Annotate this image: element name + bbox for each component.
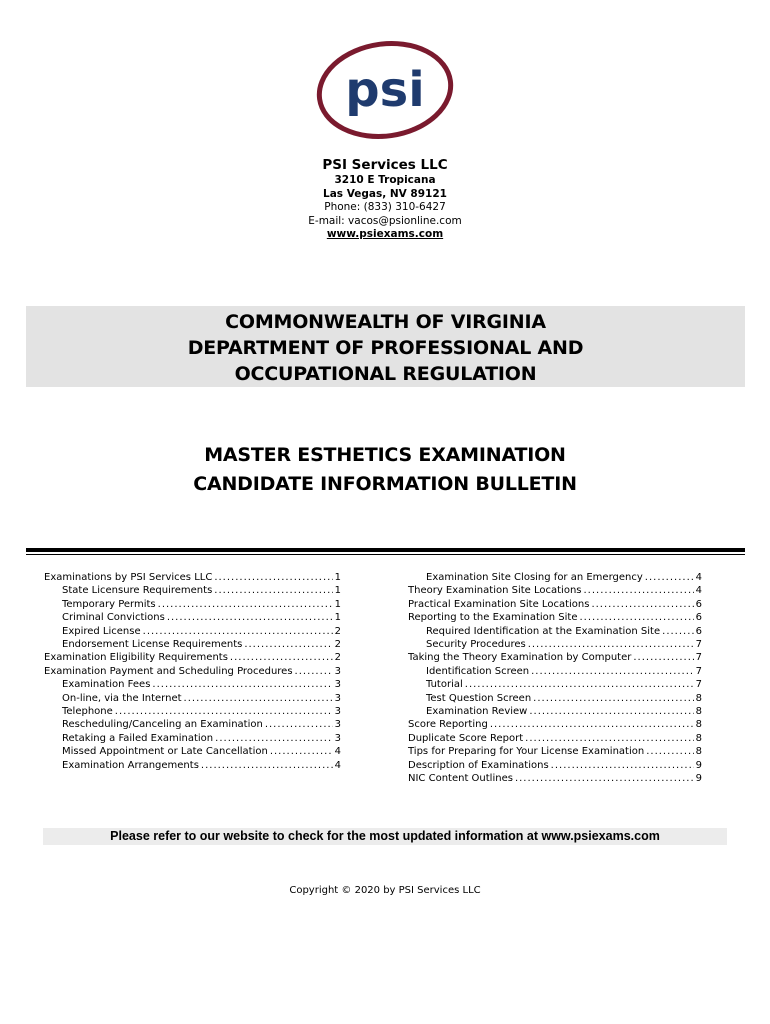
toc-entry-label: Rescheduling/Canceling an Examination <box>62 719 263 731</box>
logo-text: psi <box>345 62 425 118</box>
toc-leader-dots <box>525 732 693 745</box>
address-line-1: 3210 E Tropicana <box>334 174 436 186</box>
toc-entry-label: Retaking a Failed Examination <box>62 732 214 744</box>
toc-entry[interactable] <box>44 732 341 745</box>
toc-entry[interactable] <box>408 678 702 691</box>
toc-entry-page: 2 <box>334 652 341 664</box>
toc-leader-dots <box>184 692 333 705</box>
toc-leader-dots <box>143 625 333 638</box>
toc-entry-page: 4 <box>334 759 341 771</box>
toc-leader-dots <box>591 598 693 611</box>
website-notice: Please refer to our website to check for the most updated information at www.psiexams.com <box>43 828 727 845</box>
toc-leader-dots <box>515 772 694 785</box>
toc-entry[interactable] <box>44 611 341 624</box>
toc-entry-label: Examination Arrangements <box>62 759 199 771</box>
toc-entry[interactable] <box>408 651 702 664</box>
email-address[interactable]: E-mail: vacos@psionline.com <box>308 214 462 227</box>
toc-leader-dots <box>584 584 694 597</box>
exam-title-line-2: CANDIDATE INFORMATION BULLETIN <box>193 473 577 495</box>
toc-entry-page: 8 <box>695 732 702 744</box>
toc-entry-page: 6 <box>695 612 702 624</box>
toc-entry-page: 3 <box>334 665 341 677</box>
toc-entry-label: Examination Fees <box>62 679 151 691</box>
toc-entry-page: 1 <box>334 612 341 624</box>
psi-logo-icon <box>316 40 454 140</box>
toc-entry[interactable] <box>44 759 341 772</box>
toc-entry[interactable] <box>408 625 702 638</box>
toc-entry-page: 8 <box>695 692 702 704</box>
toc-entry[interactable] <box>408 745 702 758</box>
toc-leader-dots <box>531 665 694 678</box>
exam-title-line-1: MASTER ESTHETICS EXAMINATION <box>204 444 566 466</box>
toc-leader-dots <box>633 651 693 664</box>
toc-entry-page: 4 <box>695 585 702 597</box>
toc-leader-dots <box>529 705 693 718</box>
toc-entry-page: 1 <box>334 585 341 597</box>
toc-entry-label: Examinations by PSI Services LLC <box>44 572 213 583</box>
toc-leader-dots <box>295 665 333 678</box>
toc-entry-page: 7 <box>695 665 702 677</box>
banner-line-3: OCCUPATIONAL REGULATION <box>234 363 537 385</box>
toc-entry-label: NIC Content Outlines <box>408 773 513 785</box>
toc-entry-page: 7 <box>695 679 702 691</box>
toc-leader-dots <box>244 638 332 651</box>
toc-entry-label: Practical Examination Site Locations <box>408 598 590 610</box>
toc-entry-label: Score Reporting <box>408 719 488 731</box>
toc-entry[interactable] <box>408 718 702 731</box>
toc-entry-label: Taking the Theory Examination by Computer <box>408 652 632 664</box>
table-of-contents-left <box>44 571 341 772</box>
toc-entry-page: 6 <box>695 598 702 610</box>
toc-entry-page: 3 <box>334 706 341 718</box>
toc-entry[interactable] <box>408 571 702 584</box>
toc-entry-label: Endorsement License Requirements <box>62 639 243 651</box>
contact-block <box>0 156 770 242</box>
banner-line-2: DEPARTMENT OF PROFESSIONAL AND <box>187 337 584 359</box>
toc-entry-page: 9 <box>695 773 702 785</box>
toc-entry-label: State Licensure Requirements <box>62 585 213 597</box>
company-name: PSI Services LLC <box>322 157 448 173</box>
toc-entry[interactable] <box>44 665 341 678</box>
toc-entry-label: Identification Screen <box>426 665 530 677</box>
toc-entry-label: Test Question Screen <box>426 692 532 704</box>
toc-leader-dots <box>167 611 333 624</box>
toc-entry[interactable] <box>408 732 702 745</box>
toc-entry-page: 7 <box>695 652 702 664</box>
toc-entry[interactable] <box>44 598 341 611</box>
toc-leader-dots <box>152 678 332 691</box>
agency-banner <box>26 306 745 387</box>
toc-entry-label: Duplicate Score Report <box>408 732 524 744</box>
psi-logo <box>316 40 454 140</box>
toc-leader-dots <box>662 625 693 638</box>
toc-entry-page: 8 <box>695 719 702 731</box>
toc-leader-dots <box>214 584 332 597</box>
toc-entry-label: Examination Site Closing for an Emergency <box>426 572 643 583</box>
toc-entry[interactable] <box>44 692 341 705</box>
toc-entry-page: 4 <box>695 572 702 583</box>
toc-entry-label: Expired License <box>62 625 141 637</box>
toc-entry[interactable] <box>44 718 341 731</box>
toc-leader-dots <box>230 651 333 664</box>
toc-entry-page: 3 <box>334 692 341 704</box>
toc-entry-label: Description of Examinations <box>408 759 549 771</box>
toc-leader-dots <box>270 745 333 758</box>
toc-entry-label: Examination Review <box>426 706 528 718</box>
toc-leader-dots <box>490 718 694 731</box>
toc-entry[interactable] <box>408 611 702 624</box>
toc-entry-label: Required Identification at the Examination Site <box>426 625 661 637</box>
toc-entry[interactable] <box>408 598 702 611</box>
toc-leader-dots <box>551 759 694 772</box>
toc-entry[interactable] <box>408 584 702 597</box>
toc-leader-dots <box>201 759 333 772</box>
toc-entry-label: Reporting to the Examination Site <box>408 612 578 624</box>
toc-entry-page: 4 <box>334 746 341 758</box>
toc-entry[interactable] <box>408 759 702 772</box>
toc-entry[interactable] <box>44 625 341 638</box>
website-link[interactable]: www.psiexams.com <box>326 228 444 240</box>
divider-thin <box>26 554 745 555</box>
toc-entry-label: Telephone <box>62 706 113 718</box>
toc-leader-dots <box>465 678 694 691</box>
toc-entry-label: Missed Appointment or Late Cancellation <box>62 746 268 758</box>
toc-entry-page: 8 <box>695 706 702 718</box>
toc-entry[interactable] <box>44 678 341 691</box>
toc-leader-dots <box>579 611 693 624</box>
toc-leader-dots <box>265 718 333 731</box>
toc-entry-label: Examination Eligibility Requirements <box>44 652 228 664</box>
toc-entry-label: Tips for Preparing for Your License Examination <box>408 746 645 758</box>
toc-leader-dots <box>215 732 332 745</box>
toc-entry-page: 2 <box>334 639 341 651</box>
toc-entry[interactable] <box>408 665 702 678</box>
phone-number: Phone: (833) 310-6427 <box>324 201 446 213</box>
toc-entry[interactable] <box>408 638 702 651</box>
toc-entry-label: Temporary Permits <box>62 598 156 610</box>
toc-entry-page: 6 <box>695 625 702 637</box>
address-line-2: Las Vegas, NV 89121 <box>323 187 447 200</box>
divider-thick <box>26 548 745 552</box>
toc-entry-page: 1 <box>334 598 341 610</box>
toc-entry-page: 1 <box>334 572 341 583</box>
toc-entry-label: On-line, via the Internet <box>62 692 182 704</box>
toc-entry[interactable] <box>408 705 702 718</box>
toc-leader-dots <box>158 598 333 611</box>
toc-entry-page: 9 <box>695 759 702 771</box>
toc-entry[interactable] <box>44 584 341 597</box>
toc-entry-label: Theory Examination Site Locations <box>408 585 582 597</box>
toc-entry-page: 8 <box>695 746 702 758</box>
toc-entry-page: 7 <box>695 639 702 651</box>
copyright: Copyright © 2020 by PSI Services LLC <box>289 885 481 896</box>
toc-entry-page: 3 <box>334 719 341 731</box>
toc-entry[interactable] <box>408 772 702 785</box>
toc-entry[interactable] <box>44 651 341 664</box>
toc-entry-page: 3 <box>334 679 341 691</box>
toc-entry[interactable] <box>44 571 341 584</box>
toc-entry-page: 3 <box>334 732 341 744</box>
table-of-contents-right <box>408 571 702 786</box>
toc-entry-label: Security Procedures <box>426 639 526 651</box>
toc-leader-dots <box>115 705 333 718</box>
exam-title <box>0 441 770 499</box>
toc-entry-label: Examination Payment and Scheduling Procedures <box>44 665 293 677</box>
toc-entry[interactable] <box>408 692 702 705</box>
toc-leader-dots <box>528 638 694 651</box>
toc-leader-dots <box>533 692 693 705</box>
toc-leader-dots <box>646 745 693 758</box>
toc-entry[interactable] <box>44 745 341 758</box>
toc-entry-label: Criminal Convictions <box>62 612 165 624</box>
toc-entry[interactable] <box>44 705 341 718</box>
banner-line-1: COMMONWEALTH OF VIRGINIA <box>225 311 546 333</box>
toc-entry[interactable] <box>44 638 341 651</box>
toc-entry-label: Tutorial <box>426 679 463 691</box>
toc-leader-dots <box>645 571 694 584</box>
toc-entry-page: 2 <box>334 625 341 637</box>
toc-leader-dots <box>214 571 332 584</box>
